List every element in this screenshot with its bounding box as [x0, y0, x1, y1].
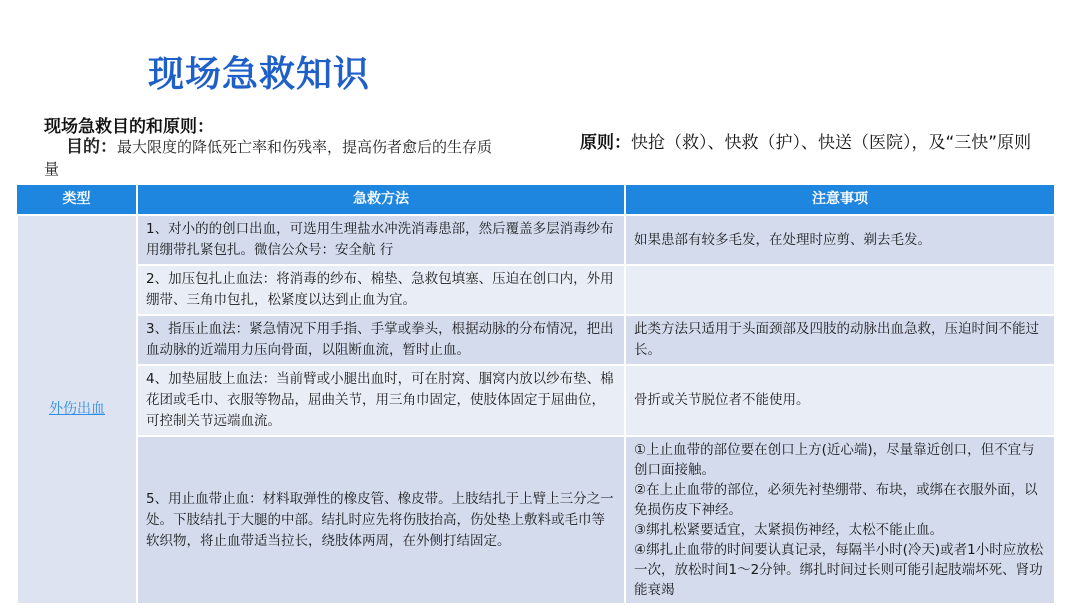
principle-block — [580, 131, 1050, 156]
column-header-notes: 注意事项 — [625, 185, 1055, 215]
first-aid-table — [16, 185, 1056, 605]
column-header-method: 急救方法 — [137, 185, 625, 215]
purpose-block — [44, 136, 494, 180]
note-cell: 此类方法只适用于头面颈部及四肢的动脉出血急救，压迫时间不能过长。 — [625, 315, 1055, 365]
method-cell: 3、指压止血法：紧急情况下用手指、手掌或拳头，根据动脉的分布情况，把出血动脉的近端用力压向骨面，以阻断血流，暂时止血。 — [137, 315, 625, 365]
section-heading: 现场急救目的和原则： — [44, 117, 214, 137]
type-link-external-bleeding[interactable]: 外伤出血 — [17, 215, 137, 604]
method-cell: 2、加压包扎止血法：将消毒的纱布、棉垫、急救包填塞、压迫在创口内，外用绷带、三角巾包扎，松紧度以达到止血为宜。 — [137, 265, 625, 315]
note-cell: 骨折或关节脱位者不能使用。 — [625, 365, 1055, 436]
method-cell: 4、加垫屈肢上血法：当前臂或小腿出血时，可在肘窝、腘窝内放以纱布垫、棉花团或毛巾、衣服等物品，屈曲关节，用三角巾固定，使肢体固定于屈曲位，可控制关节远端血流。 — [137, 365, 625, 436]
table-row — [17, 365, 1055, 436]
note-cell: 如果患部有较多毛发，在处理时应剪、剃去毛发。 — [625, 215, 1055, 265]
column-header-type: 类型 — [17, 185, 137, 215]
method-cell: 1、对小的的创口出血，可选用生理盐水冲洗消毒患部，然后覆盖多层消毒纱布用绷带扎紧包扎。微信公众号：安全航 行 — [137, 215, 625, 265]
table-row — [17, 265, 1055, 315]
principle-text: 快抢（救）、快救（护）、快送（医院），及“三快”原则 — [631, 133, 1032, 153]
table-row — [17, 436, 1055, 604]
note-cell: ①上止血带的部位要在创口上方(近心端)，尽量靠近创口，但不宜与创口面接触。 ②在上止血带的部位，必须先衬垫绷带、布块，或绑在衣服外面，以免损伤皮下神经。 ③绑扎松紧要适宜，太紧损伤神经，太松不能止血。 ④绑扎止血带的时间要认真记录，每隔半小时(冷天)或者1小时应放松一次，放松时间1～2分钟。绑扎时间过长则可能引起肢端坏死、肾功能衰竭 — [625, 436, 1055, 604]
table-row — [17, 215, 1055, 265]
page-title: 现场急救知识 — [148, 54, 371, 95]
table-row — [17, 315, 1055, 365]
method-cell: 5、用止血带止血：材料取弹性的橡皮管、橡皮带。上肢结扎于上臂上三分之一处。下肢结扎于大腿的中部。结扎时应先将伤肢抬高，伤处垫上敷料或毛巾等软织物，将止血带适当拉长，绕肢体两周，在外侧打结固定。 — [137, 436, 625, 604]
principle-label: 原则： — [580, 133, 631, 153]
purpose-label: 目的： — [66, 137, 117, 157]
purpose-text: 最大限度的降低死亡率和伤残率，提高伤者愈后的生存质量 — [44, 138, 493, 178]
table-header-row — [17, 185, 1055, 215]
note-cell — [625, 265, 1055, 315]
